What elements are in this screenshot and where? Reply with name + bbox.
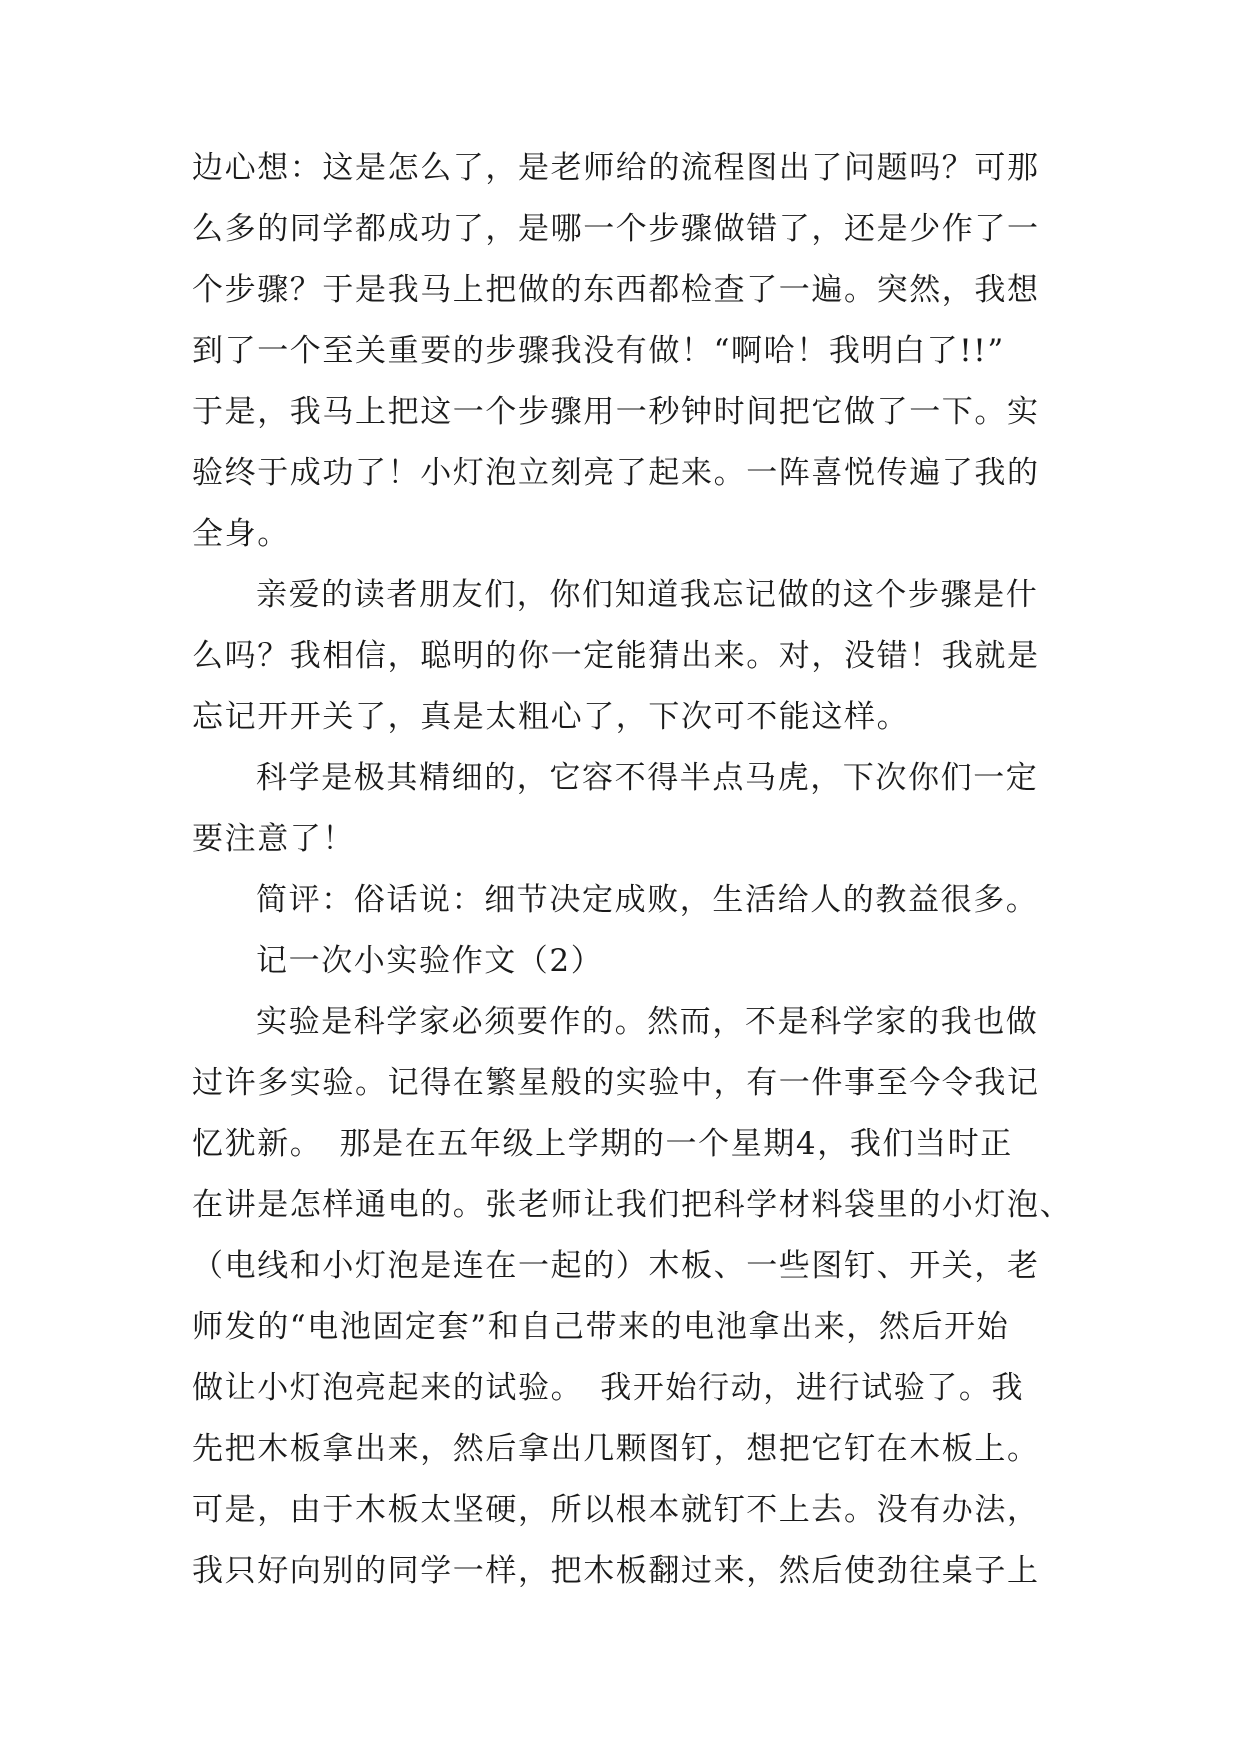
text-line: 么吗？我相信，聪明的你一定能猜出来。对，没错！我就是 [192,638,1040,674]
text-line: 个步骤？于是我马上把做的东西都检查了一遍。突然，我想 [192,272,1040,308]
text-line: 师发的“电池固定套”和自己带来的电池拿出来，然后开始 [192,1309,1010,1345]
text-line: 要注意了！ [192,821,355,857]
section-title: 记一次小实验作文（2） [256,943,604,979]
text-line: 到了一个至关重要的步骤我没有做！“啊哈！我明白了!!” [192,333,1005,369]
text-line: 过许多实验。记得在繁星般的实验中，有一件事至今令我记 [192,1065,1040,1101]
text-line: 忆犹新。 那是在五年级上学期的一个星期4，我们当时正 [192,1126,1013,1162]
paragraph-first-line: 实验是科学家必须要作的。然而，不是科学家的我也做 [256,1004,1039,1040]
text-line: 么多的同学都成功了，是哪一个步骤做错了，还是少作了一 [192,211,1040,247]
comment-line: 简评：俗话说：细节决定成败，生活给人的教益很多。 [256,882,1039,918]
text-line: 验终于成功了！小灯泡立刻亮了起来。一阵喜悦传遍了我的 [192,455,1040,491]
text-line: 可是，由于木板太坚硬，所以根本就钉不上去。没有办法， [192,1492,1040,1528]
text-line: 做让小灯泡亮起来的试验。 我开始行动，进行试验了。我 [192,1370,1025,1406]
text-line: 先把木板拿出来，然后拿出几颗图钉，想把它钉在木板上。 [192,1431,1040,1467]
text-line: 于是，我马上把这一个步骤用一秒钟时间把它做了一下。实 [192,394,1040,430]
text-line: 边心想：这是怎么了，是老师给的流程图出了问题吗？可那 [192,150,1040,186]
paragraph-first-line: 科学是极其精细的，它容不得半点马虎，下次你们一定 [256,760,1039,796]
text-line: 在讲是怎样通电的。张老师让我们把科学材料袋里的小灯泡、 [192,1187,1073,1223]
text-line: 忘记开开关了，真是太粗心了，下次可不能这样。 [192,699,910,735]
text-line: 全身。 [192,516,290,552]
text-line: 我只好向别的同学一样，把木板翻过来，然后使劲往桌子上 [192,1553,1040,1589]
text-line: （电线和小灯泡是连在一起的）木板、一些图钉、开关，老 [192,1248,1040,1284]
paragraph-first-line: 亲爱的读者朋友们，你们知道我忘记做的这个步骤是什 [256,577,1039,613]
